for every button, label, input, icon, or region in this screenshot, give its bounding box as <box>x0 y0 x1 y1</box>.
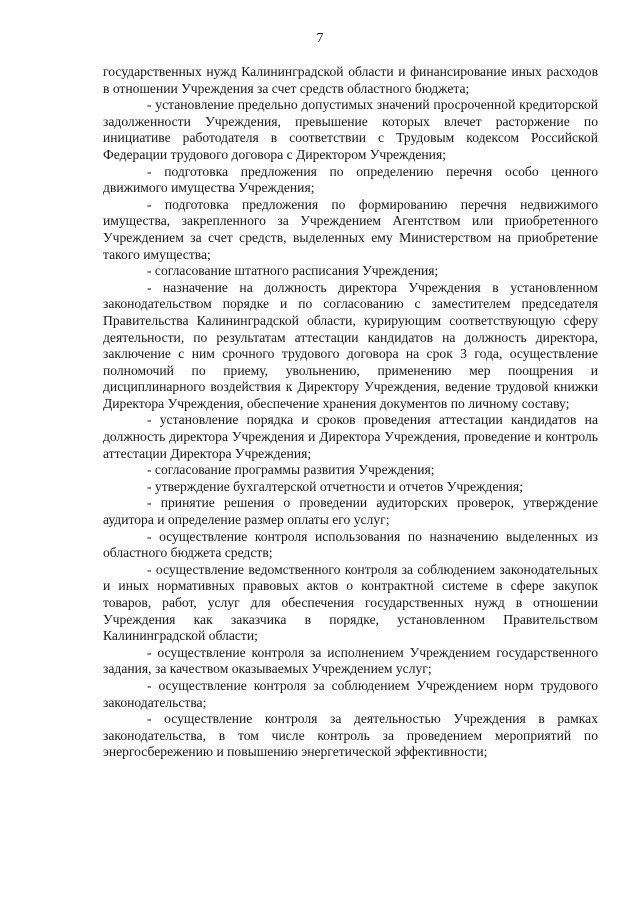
paragraph-item: - согласование программы развития Учреждения; <box>147 462 435 478</box>
document-body <box>103 64 598 761</box>
paragraph-continuation: государственных нужд Калининградской области и финансирование иных расходов в отношении Учреждения за счет средств областного бюджета; <box>103 64 598 96</box>
paragraph-item: - установление предельно допустимых значений просроченной кредиторской задолженности Учреждения, превышение которых влечет расторжение по инициативе работодателя в соответствии с Трудовым кодексом Российской Федерации трудового договора с Директором Учреждения; <box>103 97 598 162</box>
paragraph-item: - принятие решения о проведении аудиторских проверок, утверждение аудитора и определение размер оплаты его услуг; <box>103 495 598 528</box>
paragraph-item: - назначение на должность директора Учреждения в установленном законодательством порядке и по согласованию с заместителем председателя Правительства Калининградской области, курирующим соответствующую сферу деятельности, по результатам аттестации кандидатов на должность директора, заключение с ним срочного трудового договора на срок 3 года, осуществление полномочий по приему, увольнению, применению мер поощрения и дисциплинарного воздействия к Директору Учреждения, ведение трудовой книжки Директора Учреждения, обеспечение хранения документов по личному составу; <box>103 279 598 411</box>
page-number: 7 <box>316 31 324 46</box>
paragraph-item: - подготовка предложения по определению перечня особо ценного движимого имущества Учреждения; <box>103 163 598 196</box>
paragraph-item: - утверждение бухгалтерской отчетности и отчетов Учреждения; <box>147 478 523 494</box>
paragraph-item: - осуществление контроля за исполнением Учреждением государственного задания, за качеством оказываемых Учреждением услуг; <box>103 644 598 677</box>
paragraph-item: - осуществление контроля за соблюдением Учреждением норм трудового законодательства; <box>103 677 598 710</box>
paragraph-item: - подготовка предложения по формированию перечня недвижимого имущества, закрепленного за Учреждением Агентством или приобретенного Учреждением за счет средств, выделенных ему Министерством на приобретение такого имущества; <box>103 196 598 262</box>
paragraph-item: - осуществление ведомственного контроля за соблюдением законодательных и иных нормативных правовых актов о контрактной системе в сфере закупок товаров, работ, услуг для обеспечения государственных нужд в отношении Учреждения как заказчика в порядке, установленном Правительством Калининградской области; <box>103 561 598 644</box>
paragraph-item: - установление порядка и сроков проведения аттестации кандидатов на должность директора Учреждения и Директора Учреждения, проведение и контроль аттестации Директора Учреждения; <box>103 412 598 461</box>
paragraph-item: - согласование штатного расписания Учреждения; <box>147 263 439 279</box>
paragraph-item: - осуществление контроля использования по назначению выделенных из областного бюджета средств; <box>103 528 598 561</box>
paragraph-item: - осуществление контроля за деятельностью Учреждения в рамках законодательства, в том числе контроль за проведением мероприятий по энергосбережению и повышению энергетической эффективности; <box>103 711 598 760</box>
